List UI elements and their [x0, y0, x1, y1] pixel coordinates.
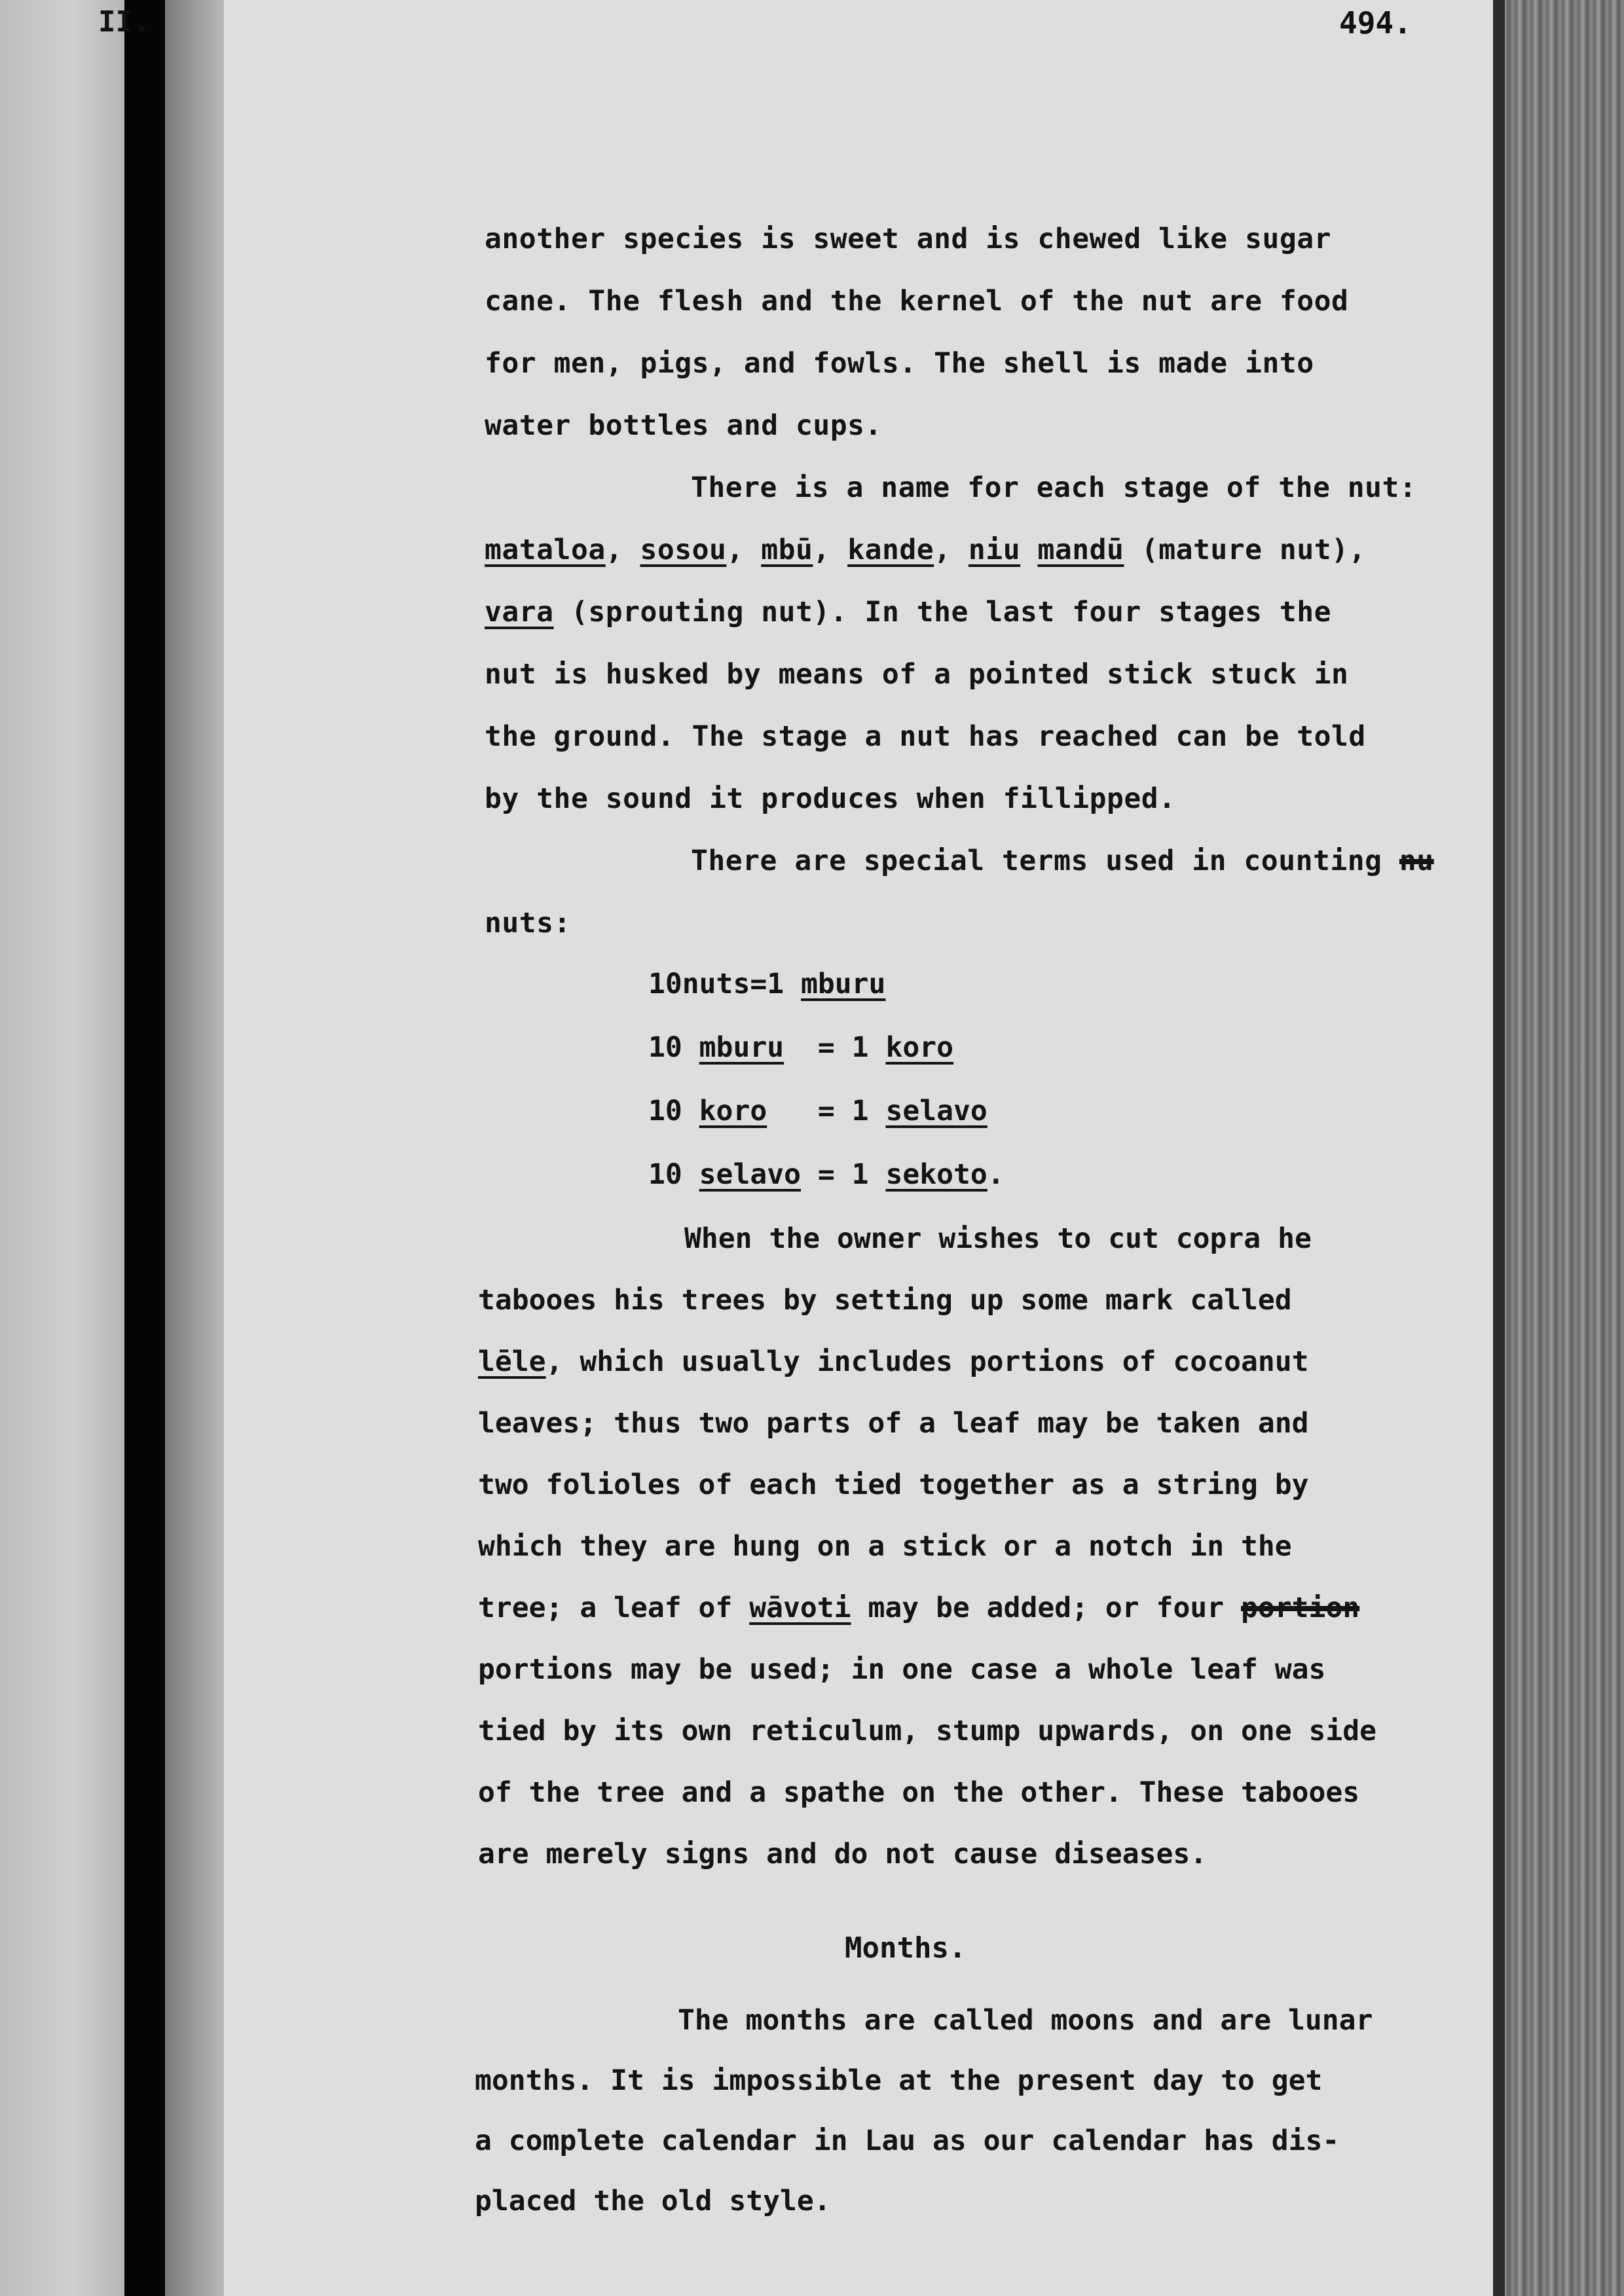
counting-intro: There are special terms used in counting: [691, 845, 1399, 877]
counting-left: 10: [648, 1095, 699, 1127]
counting-left: 10: [648, 1031, 699, 1064]
struck-text: portion: [1241, 1592, 1360, 1624]
right-page-edges: [1493, 0, 1624, 2296]
counting-row: [648, 1143, 1303, 1207]
text-line: are merely signs and do not cause diseases.: [478, 1838, 1208, 1870]
text-line: nut is husked by means of a pointed stick stuck in: [485, 658, 1349, 691]
text-line: tabooes his trees by setting up some mark called: [478, 1284, 1292, 1317]
struck-text: nu: [1399, 845, 1434, 877]
stage-term: vara: [485, 596, 554, 629]
text-line: another species is sweet and is chewed like sugar: [485, 223, 1332, 255]
body-text-top: [485, 208, 1480, 955]
tree-b: may be added; or four: [851, 1592, 1241, 1624]
text-line: two folioles of each tied together as a string by: [478, 1468, 1309, 1501]
tree-line: [478, 1577, 1486, 1639]
counting-equals: = 1: [767, 1095, 886, 1127]
counting-row: [648, 1080, 1303, 1143]
text-line: tied by its own reticulum, stump upwards, on one side: [478, 1715, 1377, 1747]
counting-term: koro: [885, 1031, 954, 1064]
lele-rest: , which usually includes portions of cocoanut: [545, 1345, 1309, 1378]
text-line: placed the old style.: [475, 2185, 831, 2217]
counting-end: .: [987, 1158, 1005, 1191]
text-line: for men, pigs, and fowls. The shell is made into: [485, 347, 1314, 380]
text-line: leaves; thus two parts of a leaf may be taken and: [478, 1407, 1309, 1440]
text-line: When the owner wishes to cut copra he: [684, 1222, 1312, 1255]
counting-left: 10nuts=1: [648, 968, 801, 1000]
counting-row: [648, 953, 1303, 1016]
counting-row: [648, 1016, 1303, 1080]
vara-line: [485, 581, 1480, 644]
text-line: which they are hung on a stick or a notch in the: [478, 1530, 1292, 1563]
taboo-paragraph: [478, 1208, 1486, 1885]
counting-term: selavo: [885, 1095, 987, 1127]
counting-term: sekoto: [885, 1158, 987, 1191]
text-line: water bottles and cups.: [485, 409, 882, 442]
counting-table: [648, 953, 1303, 1207]
stage-names-line: mataloa, sosou, mbū, kande, niu mandū (mature nut),: [485, 534, 1366, 566]
text-line: a complete calendar in Lau as our calendar has dis-: [475, 2124, 1340, 2157]
mature-note: (mature nut),: [1124, 534, 1366, 566]
wavoti-term: wāvoti: [749, 1592, 851, 1624]
months-heading: Months.: [845, 1931, 967, 1965]
counting-term: koro: [699, 1095, 767, 1127]
sprouting-note: (sprouting nut). In the last four stages the: [553, 596, 1332, 629]
text-line: cane. The flesh and the kernel of the nut are food: [485, 285, 1349, 318]
months-paragraph: [475, 1990, 1496, 2231]
counting-term: mburu: [801, 968, 886, 1000]
text-line: There is a name for each stage of the nut:: [691, 471, 1417, 504]
text-line: The months are called moons and are lunar: [678, 2004, 1373, 2037]
counting-left: 10: [648, 1158, 699, 1191]
counting-term: mburu: [699, 1031, 784, 1064]
stage-term: sosou: [640, 534, 727, 566]
stage-term: niu: [968, 534, 1021, 566]
stage-term: kande: [847, 534, 934, 566]
binding-shadow-bar: [124, 0, 165, 2296]
text-line: portions may be used; in one case a whole leaf was: [478, 1653, 1326, 1686]
stage-term: mataloa: [485, 534, 606, 566]
text-line: the ground. The stage a nut has reached can be told: [485, 720, 1366, 753]
stage-term: mbū: [761, 534, 813, 566]
text-line: months. It is impossible at the present day to get: [475, 2064, 1323, 2097]
counting-equals: = 1: [784, 1031, 886, 1064]
left-page-strip: [0, 0, 124, 2296]
counting-equals: = 1: [801, 1158, 886, 1191]
tree-a: tree; a leaf of: [478, 1592, 750, 1624]
page-number: 494.: [1339, 5, 1412, 41]
counting-term: selavo: [699, 1158, 802, 1191]
right-edge-shadow: [1493, 0, 1505, 2296]
lele-line: [478, 1331, 1486, 1393]
lele-term: lēle: [478, 1345, 546, 1378]
stage-term: mandū: [1037, 534, 1124, 566]
text-line: by the sound it produces when fillipped.: [485, 782, 1176, 815]
counting-intro-line: [485, 830, 1480, 892]
text-line: of the tree and a spathe on the other. These tabooes: [478, 1776, 1360, 1809]
text-line: nuts:: [485, 907, 571, 939]
binding-gradient: [165, 0, 224, 2296]
corner-fragment: II.: [98, 5, 151, 39]
